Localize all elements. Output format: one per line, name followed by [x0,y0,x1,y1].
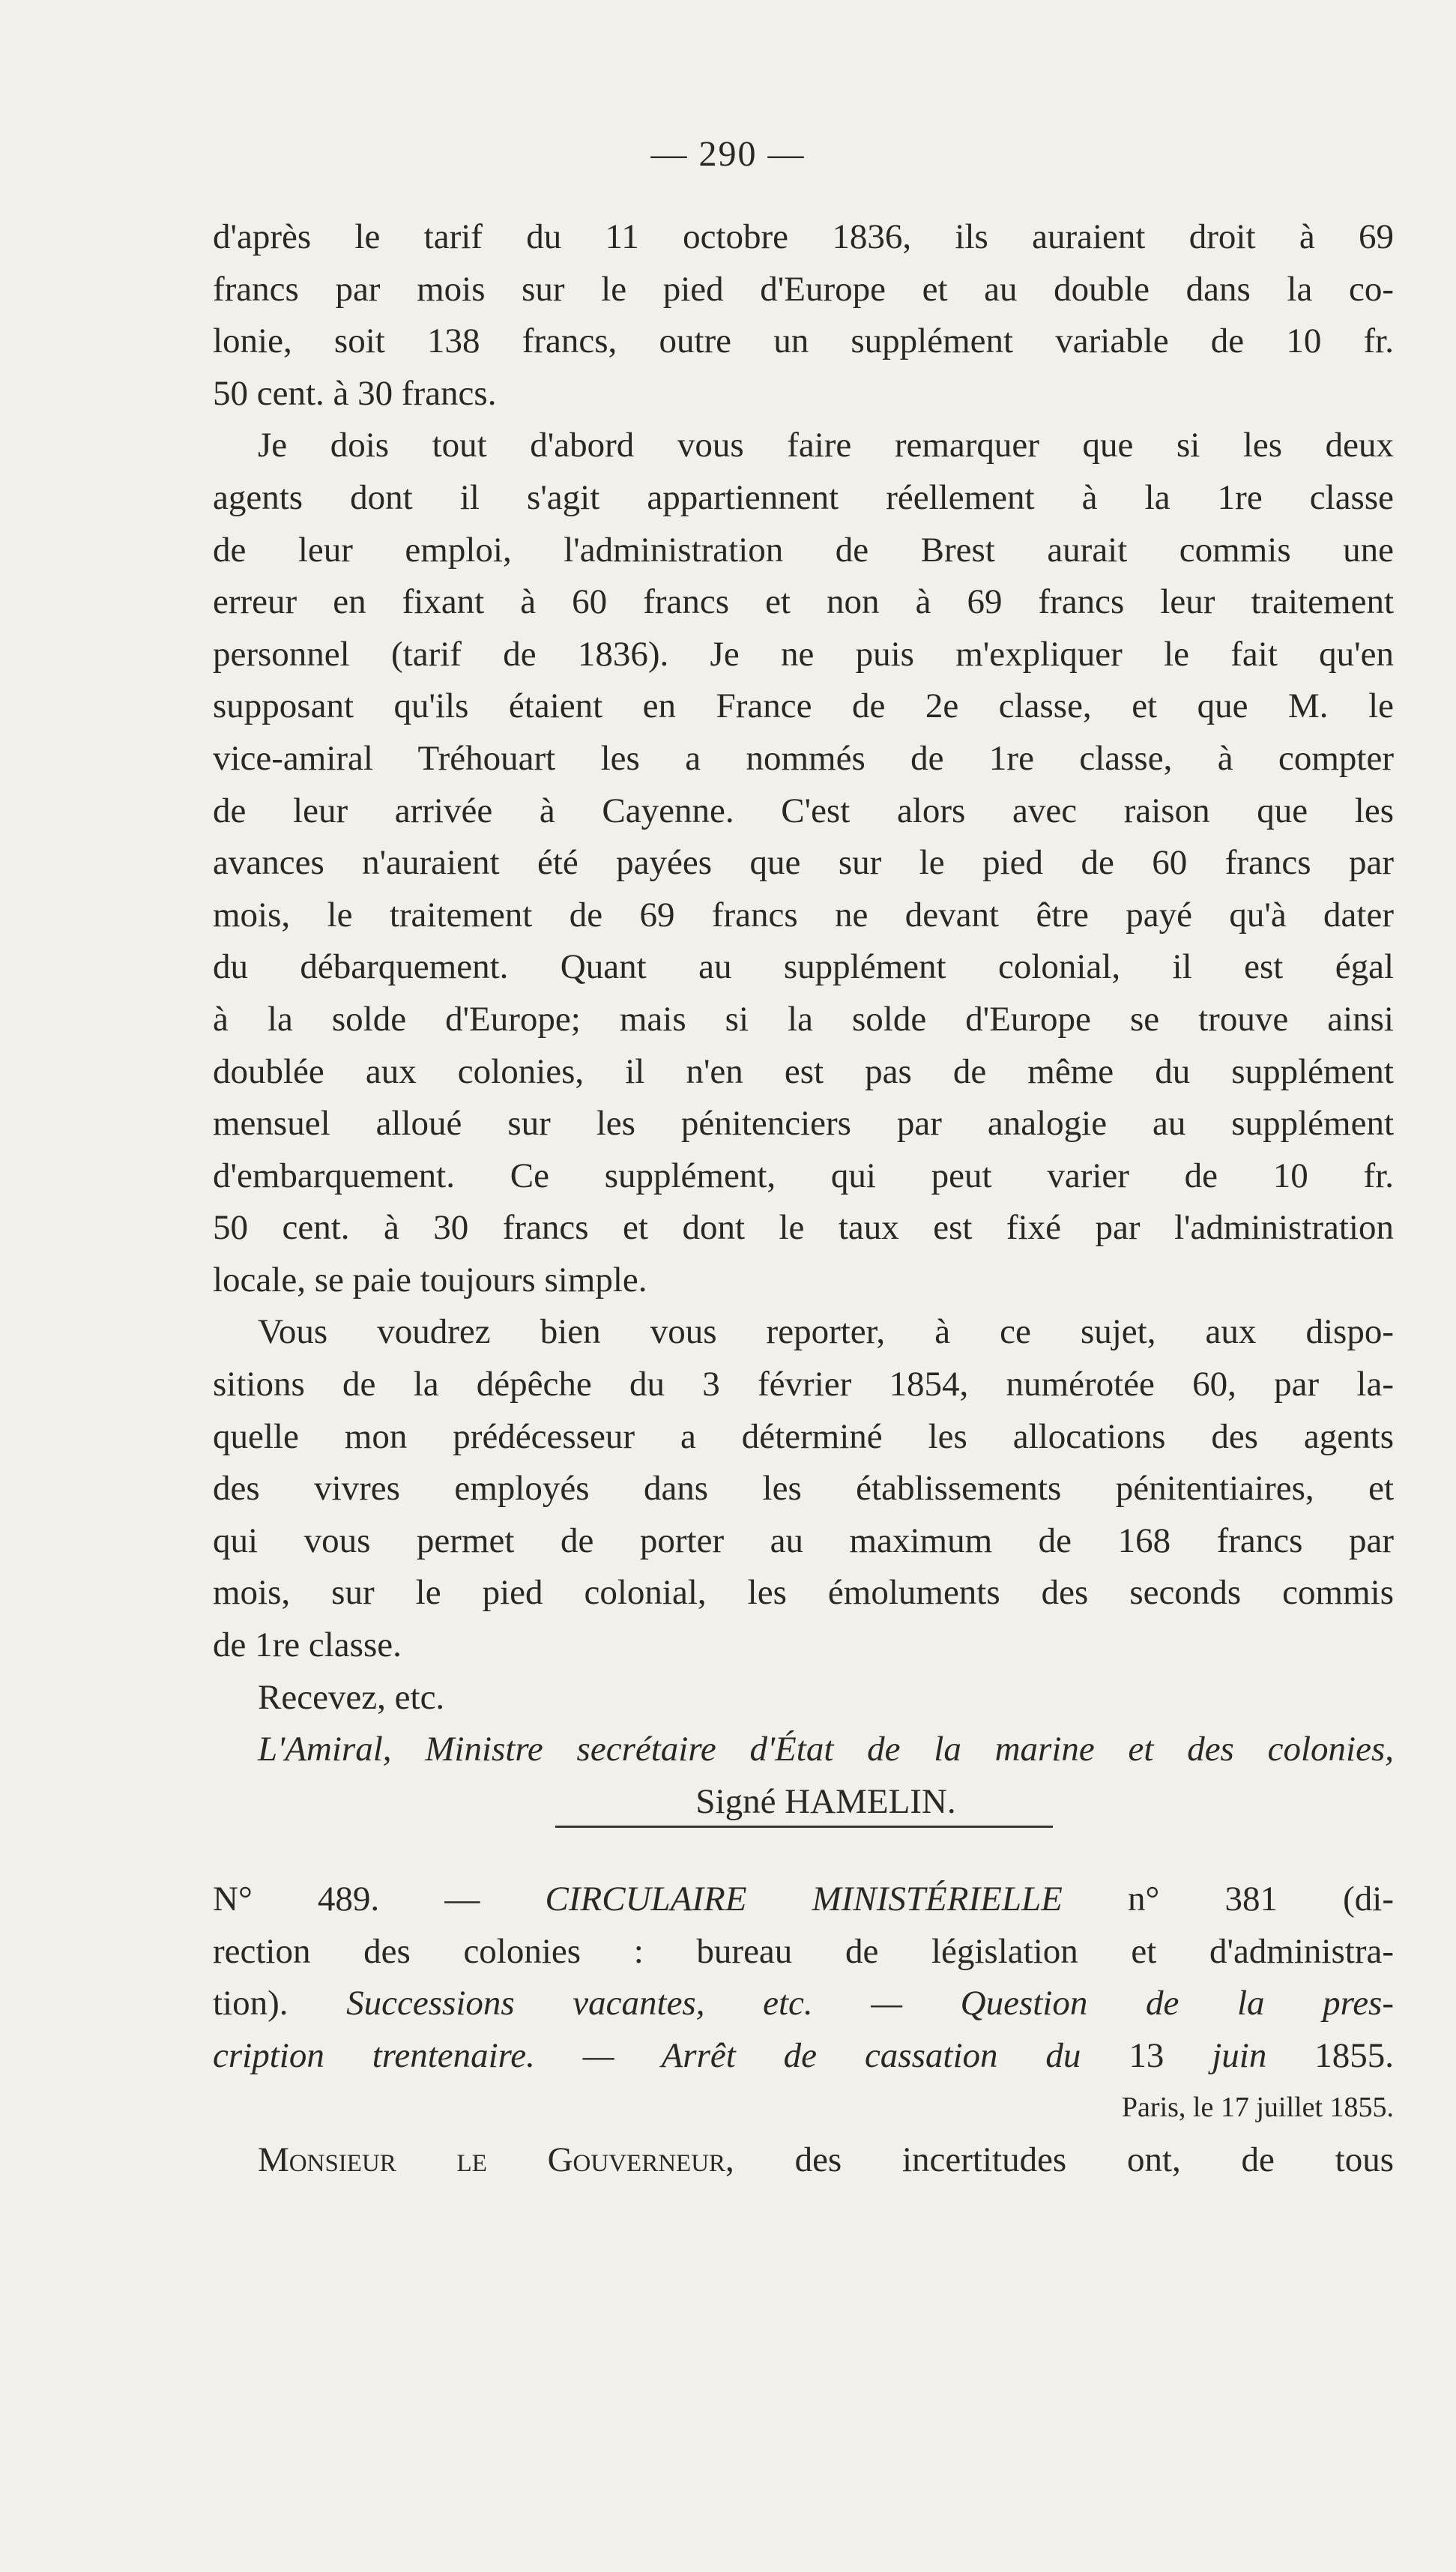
text-line: de 1re classe. [213,1625,402,1665]
signed-name: Signé HAMELIN. [695,1781,956,1821]
text-line: francs par mois sur le pied d'Europe et au double dans la co- [213,269,1394,309]
text-line: qui vous permet de porter au maximum de 168 francs par [213,1521,1394,1560]
text-line: Vous voudrez bien vous reporter, à ce sujet, aux dispo- [258,1312,1394,1352]
text-line: locale, se paie toujours simple. [213,1260,647,1299]
text-line: du débarquement. Quant au supplément colonial, il est égal [213,947,1394,987]
page-number: — 290 — [650,134,806,174]
circular-line [213,1978,1394,2030]
text-line: des vivres employés dans les établissements pénitentiaires, et [213,1469,1394,1509]
text-line: vice-amiral Tréhouart les a nommés de 1re classe, à compter [213,738,1394,778]
body-text-top [213,211,1394,1828]
text-line: Je dois tout d'abord vous faire remarquer que si les deux [258,426,1394,465]
salutation: Monsieur le Gouverneur, [258,2140,734,2179]
circular-line3-start: tion). [213,1984,289,2023]
circular-year: 1855. [1314,2035,1395,2075]
circular-subject-cont: cription trentenaire. — Arrêt de cassation du [213,2035,1081,2075]
text-line: de leur emploi, l'administration de Brest aurait commis une [213,530,1394,570]
text-line: personnel (tarif de 1836). Je ne puis m'expliquer le fait qu'en [213,634,1394,674]
text-line: d'après le tarif du 11 octobre 1836, ils auraient droit à 69 [213,217,1394,256]
text-line: quelle mon prédécesseur a déterminé les allocations des agents [213,1416,1394,1456]
text-line: mois, sur le pied colonial, les émoluments des seconds commis [213,1573,1394,1613]
salutation-rest: des incertitudes ont, de tous [734,2140,1394,2179]
circular-line [213,2030,1394,2083]
text-line: sitions de la dépêche du 3 février 1854, numérotée 60, par la- [213,1365,1394,1404]
text-line: avances n'auraient été payées que sur le pied de 60 francs par [213,843,1394,883]
text-line: supposant qu'ils étaient en France de 2e classe, et que M. le [213,686,1394,726]
text-line: lonie, soit 138 francs, outre un supplément variable de 10 fr. [213,322,1394,361]
text-line: erreur en fixant à 60 francs et non à 69 francs leur traitement [213,582,1394,622]
text-line: à la solde d'Europe; mais si la solde d'Europe se trouve ainsi [213,999,1394,1039]
circular-subject: Successions vacantes, etc. — Question de la pres- [346,1984,1394,2023]
text-line: mensuel alloué sur les pénitenciers par analogie au supplément [213,1104,1394,1144]
circular-ref: n° 381 (di- [1128,1880,1394,1919]
circular-number: N° 489. [213,1880,380,1919]
circular-title: CIRCULAIRE MINISTÉRIELLE [545,1880,1063,1919]
text-line: 50 cent. à 30 francs et dont le taux est fixé par l'administration [213,1208,1394,1248]
salutation-line [213,2134,1394,2187]
signature-line: L'Amiral, Ministre secrétaire d'État de la marine et des colonies, [258,1730,1394,1769]
text-line: 50 cent. à 30 francs. [213,373,497,413]
text-line: agents dont il s'agit appartiennent réellement à la 1re classe [213,477,1394,517]
circular-block [213,1874,1394,2187]
dateline: Paris, le 17 juillet 1855. [1121,2092,1394,2124]
circular-month: juin [1212,2035,1267,2075]
circular-line: rection des colonies : bureau de législation et d'administra- [213,1931,1394,1971]
text-line: mois, le traitement de 69 francs ne devant être payé qu'à dater [213,895,1394,935]
text-line: de leur arrivée à Cayenne. C'est alors avec raison que les [213,791,1394,830]
text-line: Recevez, etc. [258,1677,445,1717]
circular-dash: — [444,1880,480,1919]
text-line: doublée aux colonies, il n'en est pas de même du supplément [213,1051,1394,1091]
text-line: d'embarquement. Ce supplément, qui peut varier de 10 fr. [213,1156,1394,1195]
circular-day: 13 [1129,2035,1165,2075]
circular-heading-line [213,1874,1394,1926]
section-divider [555,1826,1053,1828]
